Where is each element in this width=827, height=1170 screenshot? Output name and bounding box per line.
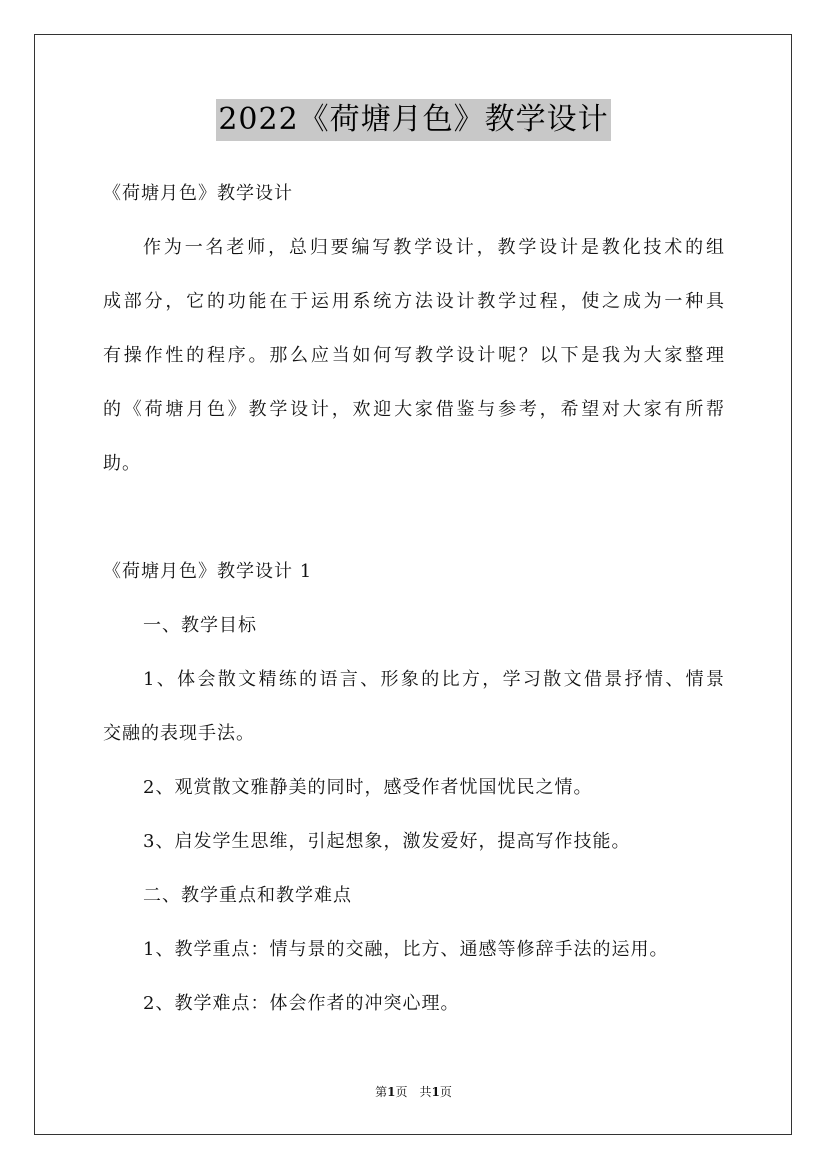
section-heading: 《荷塘月色》教学设计 1 bbox=[103, 561, 313, 582]
keypoint-2: 2、教学难点：体会作者的冲突心理。 bbox=[143, 993, 460, 1014]
keypoint-1: 1、教学重点：情与景的交融，比方、通感等修辞手法的运用。 bbox=[143, 939, 669, 960]
title-container bbox=[0, 99, 827, 141]
page-prefix: 第 bbox=[375, 1085, 388, 1099]
goal-2: 2、观赏散文雅静美的同时，感受作者忧国忧民之情。 bbox=[143, 777, 593, 798]
page-mid: 页 共 bbox=[395, 1085, 432, 1099]
intro-line-4: 的《荷塘月色》教学设计，欢迎大家借鉴与参考，希望对大家有所帮 bbox=[103, 399, 725, 420]
goal-1-line-1: 1、体会散文精练的语言、形象的比方，学习散文借景抒情、情景 bbox=[143, 669, 725, 690]
keypoints-heading: 二、教学重点和教学难点 bbox=[143, 885, 352, 906]
intro-line-1: 作为一名老师，总归要编写教学设计，教学设计是教化技术的组 bbox=[143, 237, 725, 258]
goal-3: 3、启发学生思维，引起想象，激发爱好，提高写作技能。 bbox=[143, 831, 631, 852]
document-subtitle: 《荷塘月色》教学设计 bbox=[103, 183, 293, 204]
intro-line-3: 有操作性的程序。那么应当如何写教学设计呢？以下是我为大家整理 bbox=[103, 345, 725, 366]
document-title: 2022《荷塘月色》教学设计 bbox=[216, 99, 610, 141]
goal-1-line-2: 交融的表现手法。 bbox=[103, 723, 255, 744]
goals-heading: 一、教学目标 bbox=[143, 615, 257, 636]
page-current: 1 bbox=[387, 1085, 396, 1099]
page-total: 1 bbox=[431, 1085, 440, 1099]
intro-line-2: 成部分，它的功能在于运用系统方法设计教学过程，使之成为一种具 bbox=[103, 291, 725, 312]
page-suffix: 页 bbox=[439, 1085, 452, 1099]
intro-line-5: 助。 bbox=[103, 453, 141, 474]
page-footer bbox=[0, 1084, 827, 1100]
